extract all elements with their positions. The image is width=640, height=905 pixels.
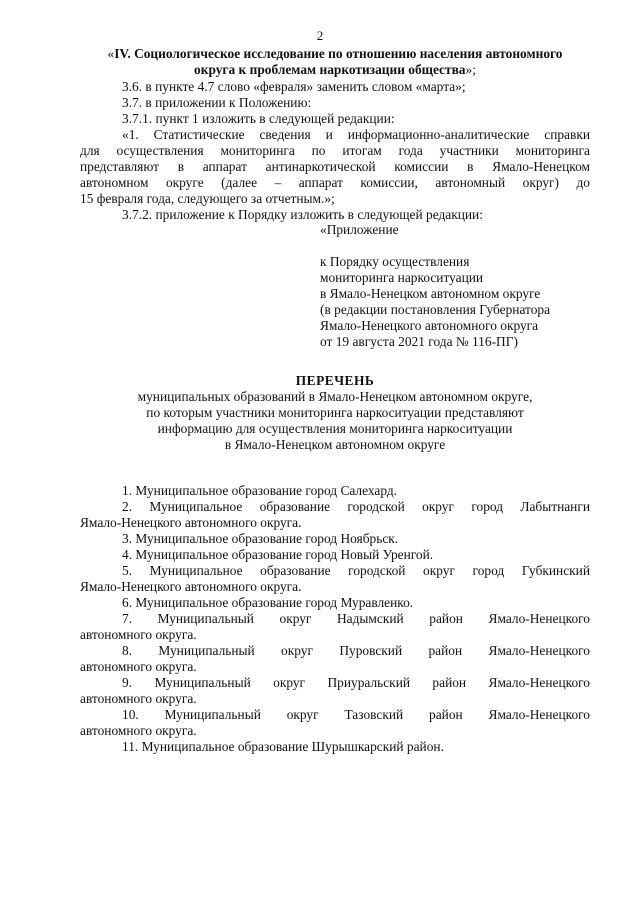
section-quote-open: « bbox=[107, 46, 115, 61]
section-title-line1 bbox=[80, 46, 590, 61]
list-item-1: 1. Муниципальное образование город Салехард. bbox=[122, 483, 398, 498]
list-subtitle-line: по которым участники мониторинга наркоситуации представляют bbox=[146, 405, 524, 420]
list-item-5-line1: 5. Муниципальное образование городской округ город Губкинский bbox=[122, 563, 590, 578]
list-title: ПЕРЕЧЕНЬ bbox=[295, 373, 375, 388]
list-item-7-line1: 7. Муниципальный округ Надымский район Ямало-Ненецкого bbox=[122, 611, 590, 626]
list-item-6: 6. Муниципальное образование город Муравленко. bbox=[122, 595, 414, 610]
section-title-line2 bbox=[80, 62, 590, 77]
quote-line-5: 15 февраля года, следующего за отчетным.»; bbox=[80, 191, 335, 206]
appendix-line: в Ямало-Ненецком автономном округе bbox=[320, 286, 541, 301]
list-item-8-line2: автономного округа. bbox=[80, 659, 197, 674]
appendix-line: Ямало-Ненецкого автономного округа bbox=[320, 318, 539, 333]
paragraph-3-7-2: 3.7.2. приложение к Порядку изложить в следующей редакции: bbox=[122, 207, 483, 222]
list-item-2-line1: 2. Муниципальное образование городской округ город Лабытнанги bbox=[122, 499, 590, 514]
list-item-10-line1: 10. Муниципальный округ Тазовский район Ямало-Ненецкого bbox=[122, 707, 590, 722]
list-item-2-line2: Ямало-Ненецкого автономного округа. bbox=[80, 515, 302, 530]
appendix-line: к Порядку осуществления bbox=[320, 254, 470, 269]
list-subtitle-line: информацию для осуществления мониторинга наркоситуации bbox=[157, 421, 513, 436]
list-item-11: 11. Муниципальное образование Шурышкарский район. bbox=[122, 739, 444, 754]
list-item-9-line2: автономного округа. bbox=[80, 691, 197, 706]
section-title-text2: округа к проблемам наркотизации общества bbox=[194, 62, 466, 77]
quote-line-4: автономном округе (далее – аппарат комиссии, автономный округ) до bbox=[80, 175, 590, 190]
paragraph-3-7: 3.7. в приложении к Положению: bbox=[122, 95, 312, 110]
list-item-9-line1: 9. Муниципальный округ Приуральский район Ямало-Ненецкого bbox=[122, 675, 590, 690]
list-item-8-line1: 8. Муниципальный округ Пуровский район Ямало-Ненецкого bbox=[122, 643, 590, 658]
appendix-line: мониторинга наркоситуации bbox=[320, 270, 484, 285]
appendix-line: (в редакции постановления Губернатора bbox=[320, 302, 551, 317]
page-number: 2 bbox=[316, 28, 324, 43]
list-item-4: 4. Муниципальное образование город Новый Уренгой. bbox=[122, 547, 434, 562]
list-subtitle-line: муниципальных образований в Ямало-Ненецком автономном округе, bbox=[137, 389, 533, 404]
quote-line-3: представляют в аппарат антинаркотической комиссии в Ямало-Ненецком bbox=[80, 159, 590, 174]
quote-line-1: «1. Статистические сведения и информационно-аналитические справки bbox=[122, 127, 590, 142]
quote-line-2: для осуществления мониторинга по итогам года участники мониторинга bbox=[80, 143, 590, 158]
paragraph-3-6: 3.6. в пункте 4.7 слово «февраля» заменить словом «марта»; bbox=[122, 79, 466, 94]
section-title-close: »; bbox=[465, 62, 476, 77]
list-subtitle-line: в Ямало-Ненецком автономном округе bbox=[224, 437, 446, 452]
list-item-5-line2: Ямало-Ненецкого автономного округа. bbox=[80, 579, 302, 594]
list-item-7-line2: автономного округа. bbox=[80, 627, 197, 642]
list-item-10-line2: автономного округа. bbox=[80, 723, 197, 738]
paragraph-3-7-1: 3.7.1. пункт 1 изложить в следующей редакции: bbox=[122, 111, 395, 126]
appendix-line: от 19 августа 2021 года № 116-ПГ) bbox=[320, 334, 518, 349]
section-title-text1: IV. Социологическое исследование по отношению населения автономного bbox=[114, 46, 563, 61]
list-item-3: 3. Муниципальное образование город Ноябрьск. bbox=[122, 531, 399, 546]
appendix-label: «Приложение bbox=[320, 222, 399, 237]
